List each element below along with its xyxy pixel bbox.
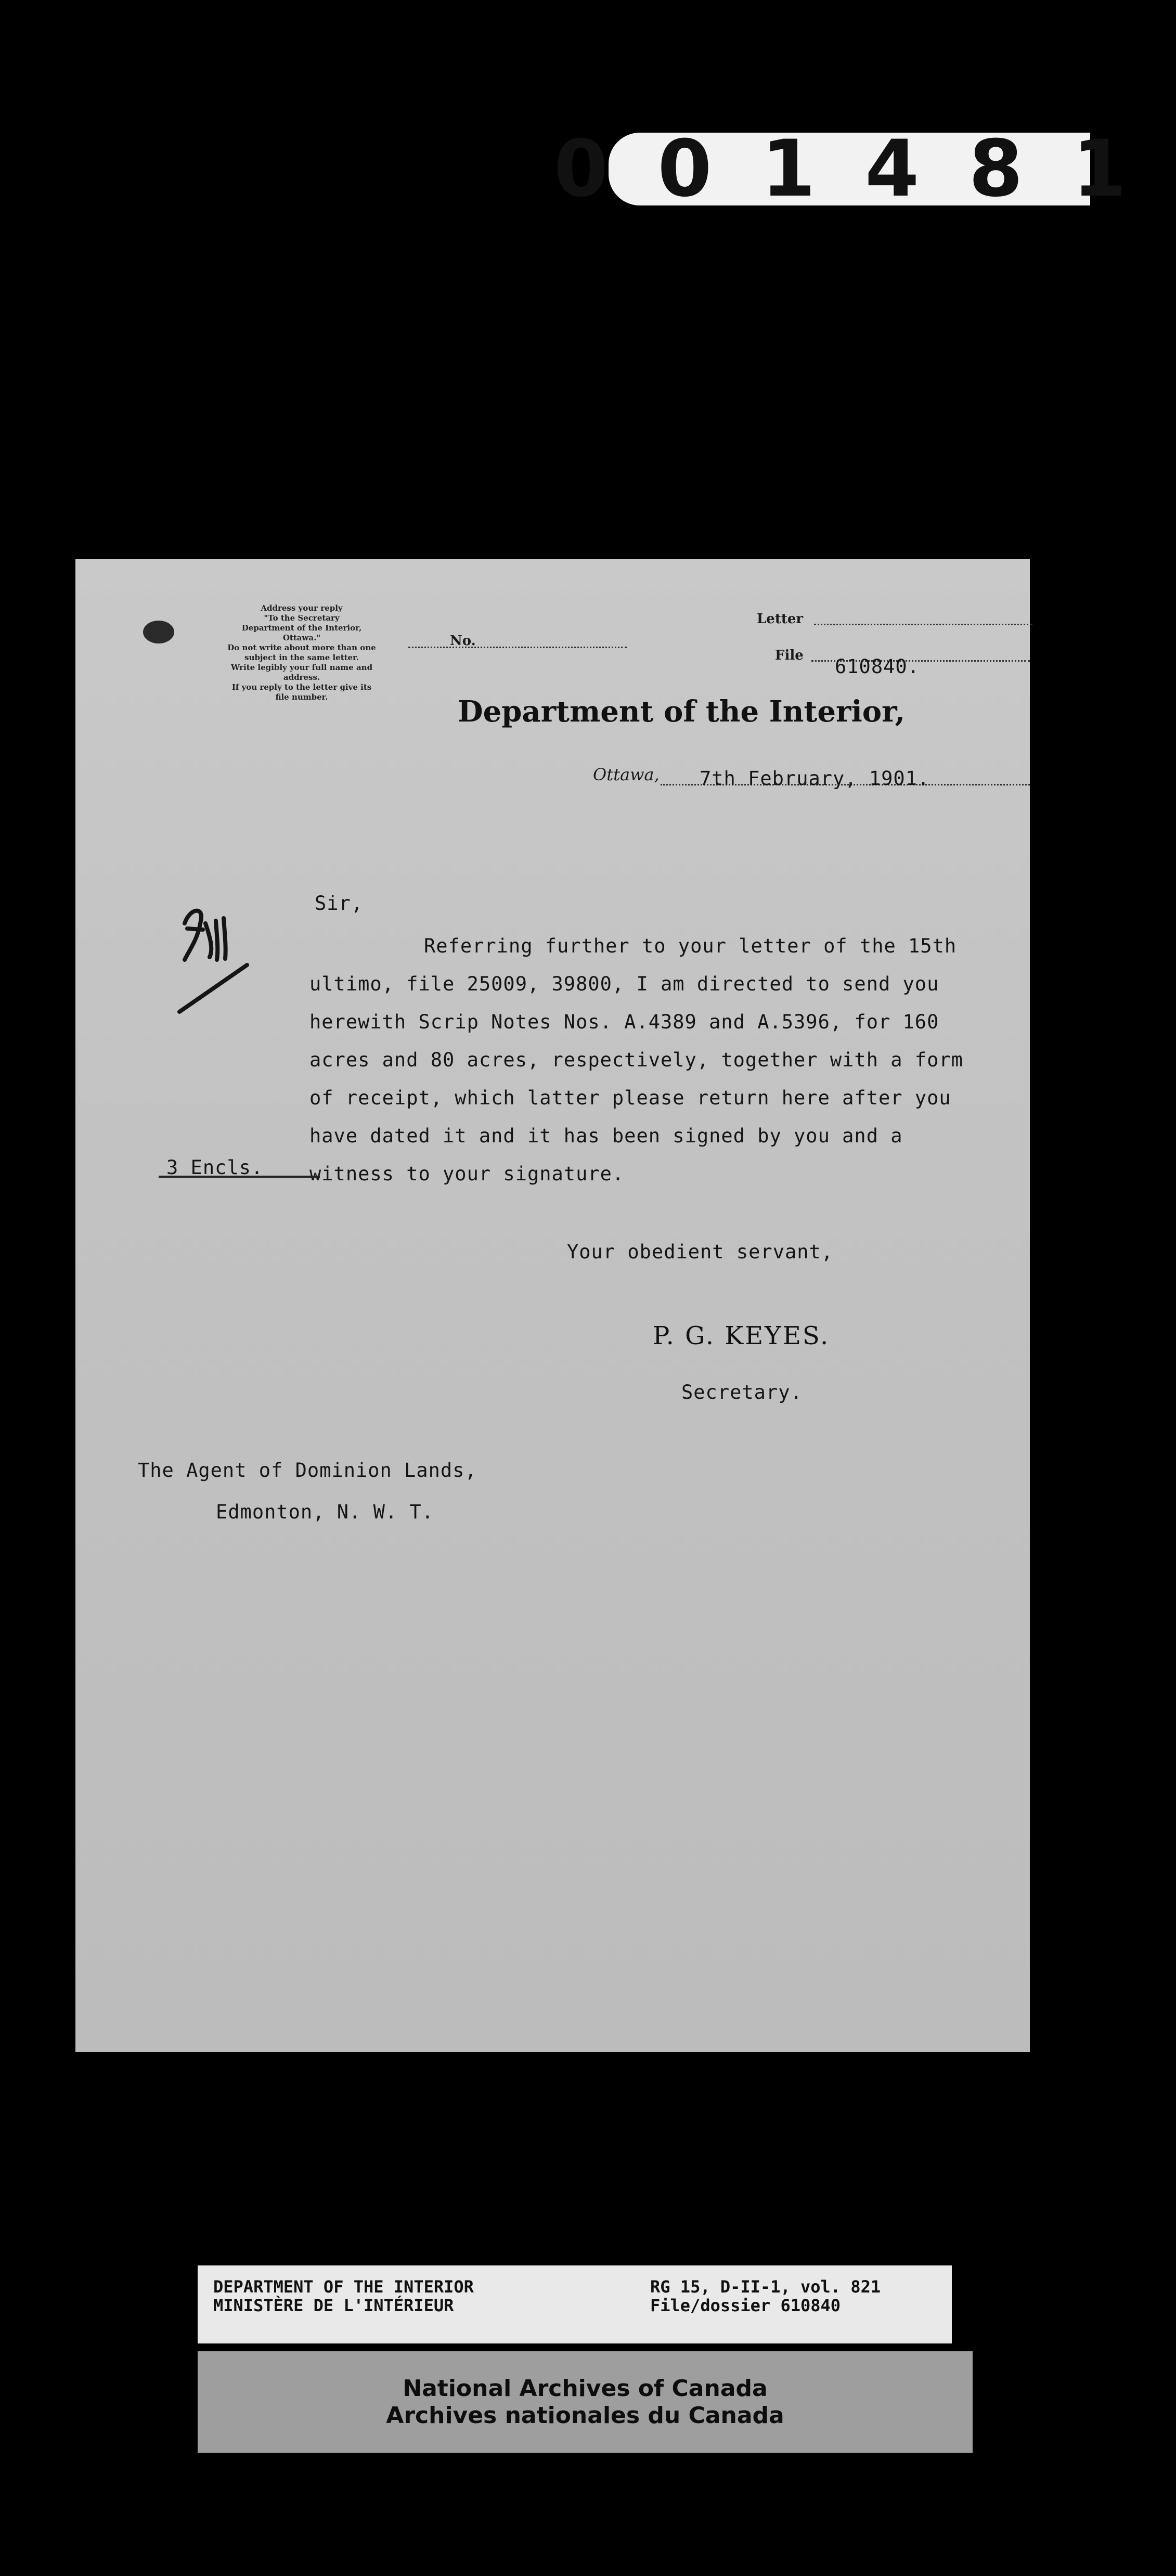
handwritten-initials <box>174 892 263 1012</box>
reply-instruction-line: Write legibly your full name and <box>230 663 373 672</box>
reply-instruction-line: "To the Secretary <box>264 613 340 623</box>
letter-body-line: Referring further to your letter of the 15th <box>424 935 957 957</box>
place-label: Ottawa, <box>593 765 660 784</box>
letter-body-line: herewith Scrip Notes Nos. A.4389 and A.5396, for 160 <box>309 1011 939 1033</box>
letter-date: 7th February, 1901. <box>700 767 930 790</box>
archives-name-fr: Archives nationales du Canada <box>386 2402 784 2429</box>
letter-page <box>75 559 1030 2052</box>
file-number: 610840. <box>835 655 920 678</box>
enclosures-note: 3 Encls. <box>166 1156 264 1179</box>
addressee-line: The Agent of Dominion Lands, <box>138 1459 477 1482</box>
no-label: No. <box>450 633 476 649</box>
department-fr: MINISTÈRE DE L'INTÉRIEUR <box>213 2296 454 2315</box>
closing: Your obedient servant, <box>567 1241 834 1263</box>
enclosures-rule <box>159 1176 320 1178</box>
reply-instruction-line: If you reply to the letter give its <box>231 682 372 692</box>
reply-instruction-line: Ottawa." <box>282 633 321 642</box>
letter-body-line: acres and 80 acres, respectively, together with a form <box>309 1049 963 1071</box>
reply-instruction-line: Address your reply <box>261 603 343 613</box>
archive-reference-label <box>198 2265 952 2343</box>
department-heading: Department of the Interior, <box>458 694 906 729</box>
record-group-reference: RG 15, D-II-1, vol. 821 <box>650 2277 881 2297</box>
archives-name-en: National Archives of Canada <box>403 2375 768 2402</box>
letter-body-line: of receipt, which latter please return here after you <box>309 1087 951 1109</box>
department-en: DEPARTMENT OF THE INTERIOR <box>213 2277 474 2297</box>
file-reference: File/dossier 610840 <box>650 2296 841 2315</box>
addressee-line: Edmonton, N. W. T. <box>216 1501 434 1523</box>
letter-body-line: have dated it and it has been signed by you and a <box>309 1125 903 1147</box>
reply-instructions <box>203 603 400 702</box>
reply-instruction-line: address. <box>283 673 320 682</box>
file-label: File <box>775 648 804 663</box>
frame-number: 001481 <box>553 124 1176 214</box>
salutation: Sir, <box>315 892 364 915</box>
letter-label: Letter <box>757 611 804 627</box>
ink-blot <box>143 621 174 643</box>
reply-instruction-line: Department of the Interior, <box>241 623 362 633</box>
reply-instruction-line: Do not write about more than one <box>227 643 376 652</box>
signature-name: P. G. KEYES. <box>653 1321 830 1350</box>
no-dotted-line <box>408 647 627 648</box>
reply-instruction-line: file number. <box>275 692 328 702</box>
letter-body-line: witness to your signature. <box>309 1163 625 1185</box>
letter-dotted-line <box>814 624 1032 625</box>
archives-credit <box>198 2351 973 2453</box>
reply-instruction-line: subject in the same letter. <box>244 653 359 662</box>
signatory-title: Secretary. <box>681 1381 803 1403</box>
letter-body-line: ultimo, file 25009, 39800, I am directed to send you <box>309 973 939 995</box>
